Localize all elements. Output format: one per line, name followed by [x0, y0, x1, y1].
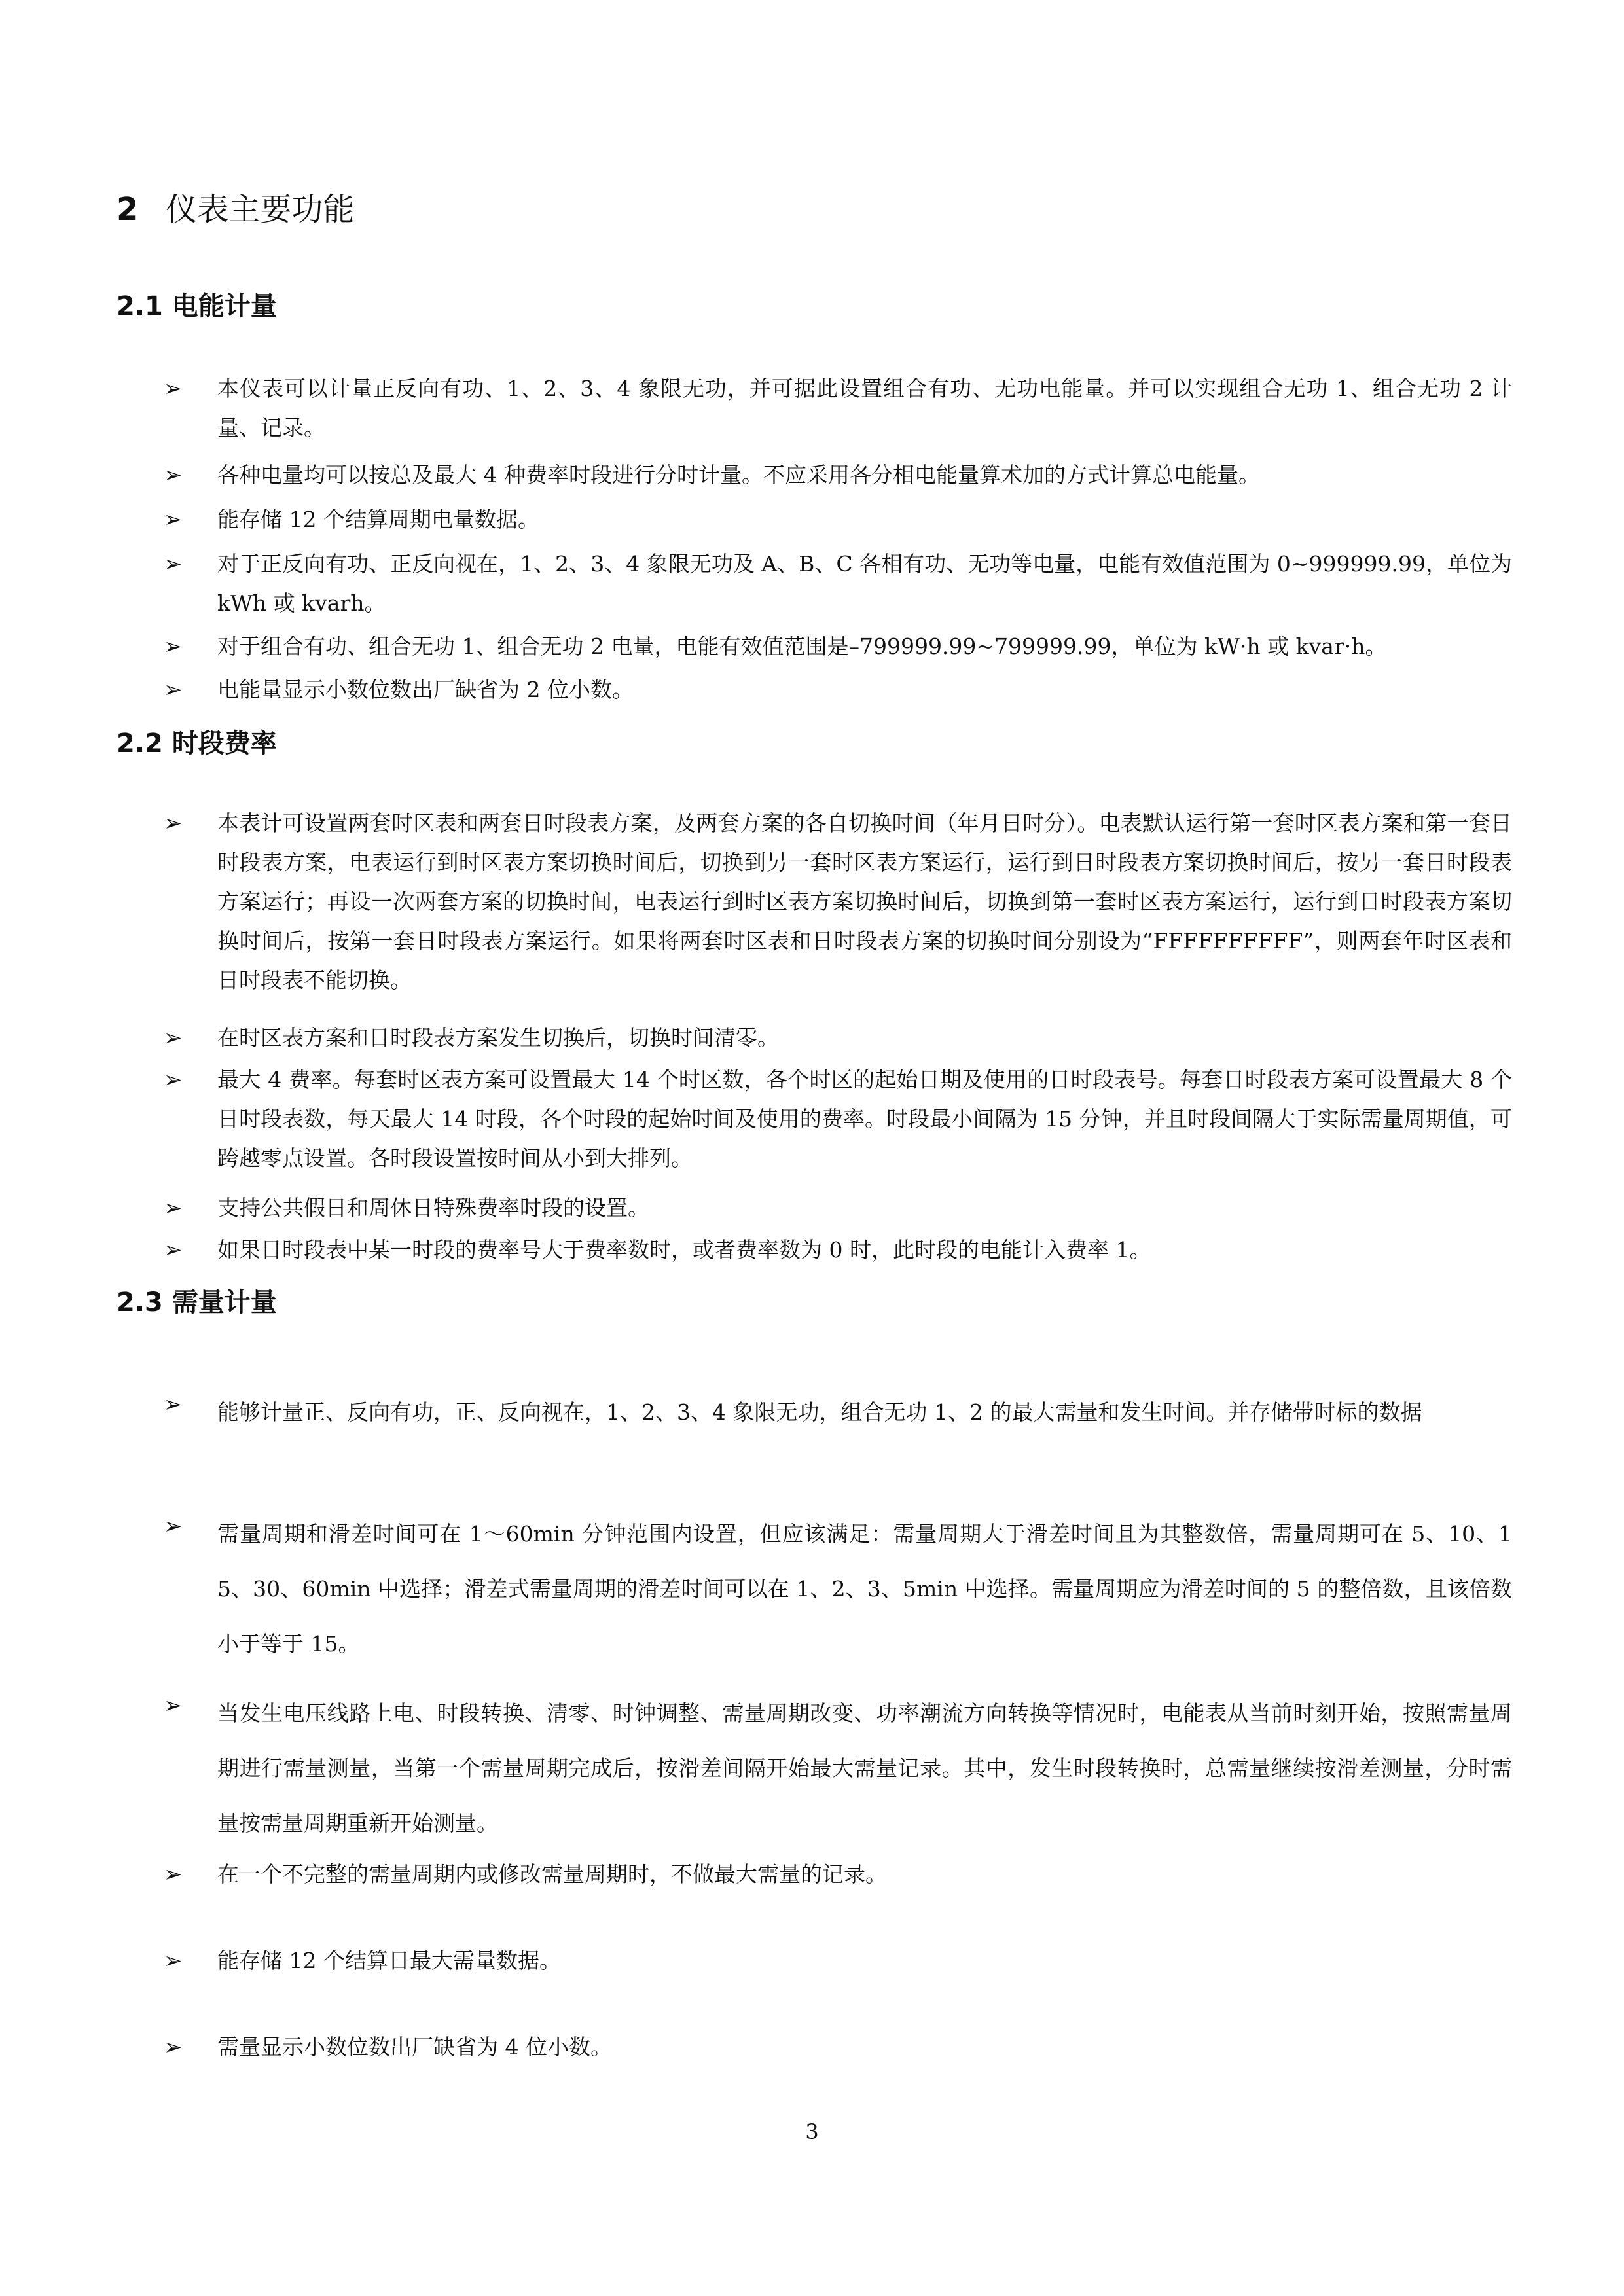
list-item-text: 在一个不完整的需量周期内或修改需量周期时，不做最大需量的记录。 [217, 1861, 887, 1887]
list-item-text: 在时区表方案和日时段表方案发生切换后，切换时间清零。 [217, 1025, 779, 1050]
bullet-arrow-icon: ➢ [164, 810, 183, 836]
list-item [164, 1060, 1512, 1178]
list-item [164, 1018, 1512, 1058]
page-number: 3 [805, 2119, 819, 2144]
list-item [164, 1686, 1512, 1851]
list-item-text: 对于正反向有功、正反向视在，1、2、3、4 象限无功及 A、B、C 各相有功、无功等电量，电能有效值范围为 0~999999.99，单位为 kWh 或 kvarh。 [217, 551, 1512, 616]
list-item [164, 1230, 1512, 1270]
list-item-text: 本仪表可以计量正反向有功、1、2、3、4 象限无功，并可据此设置组合有功、无功电能量。并可以实现组合无功 1、组合无功 2 计量、记录。 [217, 376, 1512, 440]
bullet-arrow-icon: ➢ [164, 1067, 183, 1093]
list-item [164, 500, 1512, 539]
list-item [164, 627, 1512, 666]
bullet-arrow-icon: ➢ [164, 376, 183, 402]
list-item-text: 需量周期和滑差时间可在 1～60min 分钟范围内设置，但应该满足：需量周期大于滑差时间且为其整数倍，需量周期可在 5、10、15、30、60min 中选择；滑差式需量周期的滑差时间可以在 1、2、3、5min 中选择。需量周期应为滑差时间的 5 的整倍数，且该倍数小于等于 15。 [217, 1521, 1512, 1657]
list-item-text: 需量显示小数位数出厂缺省为 4 位小数。 [217, 2034, 612, 2060]
list-item [164, 2028, 1512, 2067]
list-item-text: 当发生电压线路上电、时段转换、清零、时钟调整、需量周期改变、功率潮流方向转换等情况时，电能表从当前时刻开始，按照需量周期进行需量测量，当第一个需量周期完成后，按滑差间隔开始最大需量记录。其中，发生时段转换时，总需量继续按滑差测量，分时需量按需量周期重新开始测量。 [217, 1700, 1512, 1836]
section-heading: 2.1 电能计量 [117, 291, 277, 321]
section-heading: 2.3 需量计量 [117, 1287, 277, 1318]
list-item-text: 对于组合有功、组合无功 1、组合无功 2 电量，电能有效值范围是–799999.99~799999.99，单位为 kW·h 或 kvar·h。 [217, 634, 1387, 659]
bullet-arrow-icon: ➢ [164, 1513, 183, 1539]
bullet-arrow-icon: ➢ [164, 1861, 183, 1888]
list-item [164, 1385, 1512, 1440]
list-item-text: 能存储 12 个结算日最大需量数据。 [217, 1948, 561, 1973]
bullet-arrow-icon: ➢ [164, 551, 183, 577]
list-item [164, 1941, 1512, 1981]
list-item [164, 1189, 1512, 1228]
bullet-arrow-icon: ➢ [164, 677, 183, 703]
section-heading: 2.2 时段费率 [117, 728, 277, 759]
list-item [164, 545, 1512, 623]
list-item [164, 1855, 1512, 1894]
chapter-heading [117, 191, 354, 229]
bullet-arrow-icon: ➢ [164, 2034, 183, 2060]
list-item-text: 支持公共假日和周休日特殊费率时段的设置。 [217, 1195, 649, 1221]
bullet-arrow-icon: ➢ [164, 462, 183, 488]
bullet-arrow-icon: ➢ [164, 1948, 183, 1974]
chapter-number: 2 [117, 191, 139, 228]
bullet-arrow-icon: ➢ [164, 1025, 183, 1051]
list-item-text: 各种电量均可以按总及最大 4 种费率时段进行分时计量。不应采用各分相电能量算术加的方式计算总电能量。 [217, 462, 1260, 488]
chapter-title: 仪表主要功能 [166, 191, 355, 228]
list-item [164, 670, 1512, 709]
bullet-arrow-icon: ➢ [164, 507, 183, 533]
list-item-text: 能够计量正、反向有功，正、反向视在，1、2、3、4 象限无功，组合无功 1、2 的最大需量和发生时间。并存储带时标的数据 [217, 1399, 1422, 1425]
list-item-text: 如果日时段表中某一时段的费率号大于费率数时，或者费率数为 0 时，此时段的电能计入费率 1。 [217, 1237, 1151, 1263]
list-item [164, 1507, 1512, 1672]
list-item [164, 804, 1512, 1000]
list-item-text: 本表计可设置两套时区表和两套日时段表方案，及两套方案的各自切换时间（年月日时分）。电表默认运行第一套时区表方案和第一套日时段表方案，电表运行到时区表方案切换时间后，切换到另一套时区表方案运行，运行到日时段表方案切换时间后，按另一套日时段表方案运行；再设一次两套方案的切换时间，电表运行到时区表方案切换时间后，切换到第一套时区表方案运行，运行到日时段表方案切换时间后，按第一套日时段表方案运行。如果将两套时区表和日时段表方案的切换时间分别设为“FFFFFFFFFF”，则两套年时区表和日时段表不能切换。 [217, 810, 1512, 993]
list-item-text: 能存储 12 个结算周期电量数据。 [217, 507, 539, 532]
list-item-text: 最大 4 费率。每套时区表方案可设置最大 14 个时区数，各个时区的起始日期及使用的日时段表号。每套日时段表方案可设置最大 8 个日时段表数，每天最大 14 时段，各个时段的起始时间及使用的费率。时段最小间隔为 15 分钟，并且时段间隔大于实际需量周期值，可跨越零点设置。各时段设置按时间从小到大排列。 [217, 1067, 1512, 1171]
bullet-arrow-icon: ➢ [164, 1693, 183, 1719]
bullet-arrow-icon: ➢ [164, 1391, 183, 1418]
bullet-arrow-icon: ➢ [164, 1237, 183, 1263]
bullet-arrow-icon: ➢ [164, 1195, 183, 1221]
list-item-text: 电能量显示小数位数出厂缺省为 2 位小数。 [217, 677, 634, 702]
list-item [164, 369, 1512, 448]
bullet-arrow-icon: ➢ [164, 634, 183, 660]
list-item [164, 456, 1512, 495]
